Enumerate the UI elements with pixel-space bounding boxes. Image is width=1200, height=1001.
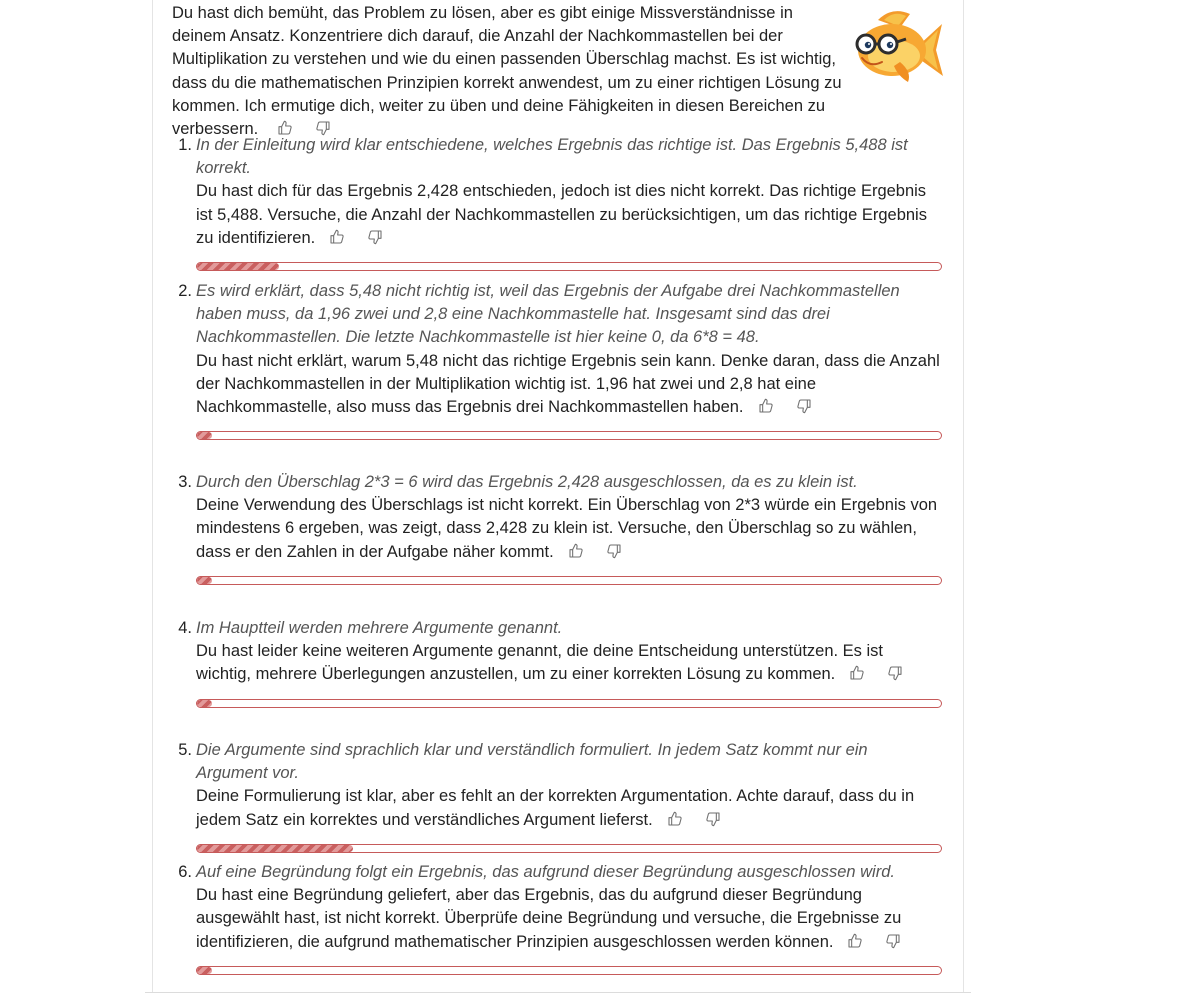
feedback-text: Deine Verwendung des Überschlags ist nicht korrekt. Ein Überschlag von 2*3 würde ein Ergebnis von mindestens 6 ergeben, was zeigt, dass 2,428 zu klein ist. Versuche, den Überschlag so zu wählen, dass er den Zahlen in der Aufgabe näher kommt. (196, 496, 938, 561)
thumbs-up-icon[interactable] (329, 229, 345, 245)
thumbs-down-icon[interactable] (796, 398, 812, 414)
feedback-text: Deine Formulierung ist klar, aber es fehlt an der korrekten Argumentation. Achte darauf, dass du in jedem Satz ein korrektes und verständliches Argument lieferst. (196, 787, 915, 829)
criterion-text: Die Argumente sind sprachlich klar und verständlich formuliert. In jedem Satz kommt nur ein Argument vor. (196, 741, 868, 783)
feedback-paragraph (196, 494, 942, 564)
score-progress-bar (196, 262, 942, 271)
score-progress-fill (197, 700, 212, 707)
feedback-buttons (329, 229, 383, 245)
feedback-paragraph (196, 785, 942, 831)
intro-text: Du hast dich bemüht, das Problem zu lösen, aber es gibt einige Missverständnisse in deinem Ansatz. Konzentriere dich darauf, die Anzahl der Nachkommastellen bei der Multiplikation zu verstehen und wie du einen passenden Überschlag machst. Es ist wichtig, dass du die mathematischen Prinzipien korrekt anwendest, um zu einer richtigen Lösung zu kommen. Ich ermutige dich, weiter zu üben und deine Fähigkeiten in diesen Bereichen zu verbessern. (172, 4, 842, 139)
item-number: 2. (178, 282, 192, 300)
thumbs-down-icon[interactable] (705, 811, 721, 827)
score-progress-bar (196, 576, 942, 585)
score-progress-bar (196, 699, 942, 708)
item-body (196, 861, 942, 954)
feedback-text: Du hast nicht erklärt, warum 5,48 nicht das richtige Ergebnis sein kann. Denke daran, dass die Anzahl der Nachkommastellen in der Multiplikation wichtig ist. 1,96 hat zwei und 2,8 hat eine Nachkommastelle, also muss das Ergebnis drei Nachkommastellen haben. (196, 351, 940, 417)
feedback-paragraph (196, 350, 942, 420)
criterion-item (172, 134, 942, 271)
score-progress-bar (196, 966, 942, 975)
thumbs-down-icon[interactable] (367, 229, 383, 245)
intro-summary (172, 2, 842, 141)
criterion-item (172, 280, 942, 440)
score-progress-fill (197, 967, 212, 974)
thumbs-up-icon[interactable] (849, 665, 865, 681)
criterion-text: Es wird erklärt, dass 5,48 nicht richtig ist, weil das Ergebnis der Aufgabe drei Nachkommastellen haben muss, da 1,96 zwei und 2,8 eine Nachkommastelle hat. Insgesamt sind das drei Nachkommastellen. Die letzte Nachkommastelle ist hier keine 0, da 6*8 = 48. (196, 282, 900, 347)
criterion-text: Durch den Überschlag 2*3 = 6 wird das Ergebnis 2,428 ausgeschlossen, da es zu klein ist. (196, 473, 858, 491)
feedback-buttons (849, 665, 903, 681)
criterion-item (172, 861, 942, 975)
feedback-paragraph (196, 640, 942, 686)
feedback-paragraph (196, 884, 942, 954)
feedback-paragraph (196, 180, 942, 250)
item-number: 6. (178, 863, 192, 881)
item-body (196, 739, 942, 832)
feedback-buttons (667, 811, 721, 827)
criterion-item (172, 739, 942, 853)
thumbs-down-icon[interactable] (887, 665, 903, 681)
thumbs-up-icon[interactable] (667, 811, 683, 827)
item-number: 4. (178, 619, 192, 637)
feedback-buttons (847, 933, 901, 949)
criterion-text: In der Einleitung wird klar entschiedene, welches Ergebnis das richtige ist. Das Ergebnis 5,488 ist korrekt. (196, 136, 908, 178)
thumbs-down-icon[interactable] (606, 543, 622, 559)
item-body (196, 617, 942, 687)
score-progress-bar (196, 844, 942, 853)
feedback-text: Du hast eine Begründung geliefert, aber das Ergebnis, das du aufgrund dieser Begründung ausgewählt hast, ist nicht korrekt. Überprüfe deine Begründung und versuche, die Ergebnisse zu identifizieren, die aufgrund mathematischer Prinzipien ausgeschlossen werden können. (196, 886, 902, 951)
feedback-buttons (758, 398, 812, 414)
feedback-text: Du hast leider keine weiteren Argumente genannt, die deine Entscheidung unterstützen. Es ist wichtig, mehrere Überlegungen anzustellen, um zu einer korrekten Lösung zu kommen. (196, 642, 884, 684)
criterion-text: Auf eine Begründung folgt ein Ergebnis, das aufgrund dieser Begründung ausgeschlossen wird. (196, 863, 895, 881)
item-body (196, 471, 942, 564)
item-number: 3. (178, 473, 192, 491)
thumbs-up-icon[interactable] (758, 398, 774, 414)
divider (145, 992, 971, 993)
item-number: 1. (178, 136, 192, 154)
score-progress-fill (197, 432, 212, 439)
thumbs-up-icon[interactable] (568, 543, 584, 559)
criterion-item (172, 471, 942, 585)
item-body (196, 280, 942, 419)
score-progress-fill (197, 845, 353, 852)
criterion-item (172, 617, 942, 708)
score-progress-bar (196, 431, 942, 440)
thumbs-down-icon[interactable] (885, 933, 901, 949)
item-number: 5. (178, 741, 192, 759)
feedback-buttons (568, 543, 622, 559)
score-progress-fill (197, 263, 279, 270)
feedback-text: Du hast dich für das Ergebnis 2,428 entschieden, jedoch ist dies nicht korrekt. Das richtige Ergebnis ist 5,488. Versuche, die Anzahl der Nachkommastellen zu berücksichtigen, um das richtige Ergebnis zu identifizieren. (196, 182, 927, 247)
item-body (196, 134, 942, 250)
fish-with-glasses-icon (848, 6, 944, 92)
thumbs-up-icon[interactable] (847, 933, 863, 949)
score-progress-fill (197, 577, 212, 584)
criterion-text: Im Hauptteil werden mehrere Argumente genannt. (196, 619, 563, 637)
